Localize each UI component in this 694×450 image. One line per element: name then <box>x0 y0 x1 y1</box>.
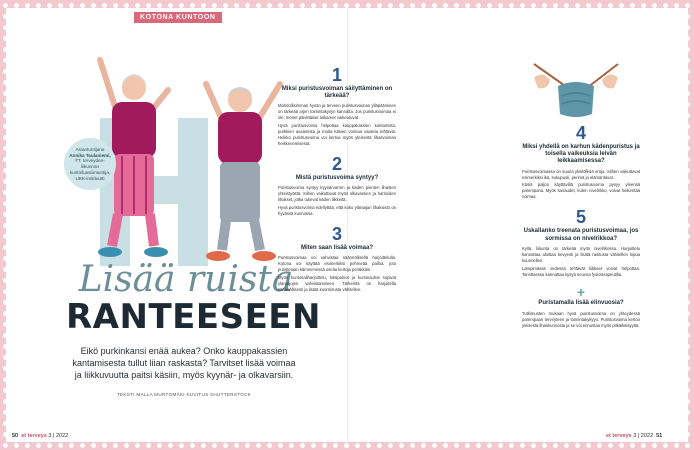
question-number: 1 <box>331 65 342 85</box>
question-2: 2 Mistä puristusvoima syntyy? Puristusvoima syntyy kyynärvarren ja käden pienten lihasten yhteistyöstä. Siihen vaikuttavat myös olkavarsien ja hartioiden lihakset, jotka tukevat käden liikkeitä. Hyvä puristusvoima edellyttää, että koko yläraajan lihaksisto on hyvässä kunnossa. <box>278 154 396 217</box>
question-title: Miksi yhdellä on karhun kädenpuristus ja toisella vaikeuksia leivän leikkaamisessa? <box>522 144 640 165</box>
question-number: 2 <box>331 154 342 175</box>
question-title: Mistä puristusvoima syntyy? <box>295 175 379 182</box>
credits: TEKSTI MALLA MURTOMÄKI KUVITUS SHUTTERSTOCK <box>116 392 252 397</box>
folio-right: et terveys 3 | 2022 51 <box>606 433 663 439</box>
question-title: Miten saan lisää voimaa? <box>300 245 374 251</box>
senior-man-illustration <box>192 64 288 264</box>
question-number: 4 <box>575 123 586 143</box>
question-4: 4 Miksi yhdellä on karhun kädenpuristus ja toisella vaikeuksia leivän leikkaamisessa? Puristusvoimassa on suuria yksilöllisiä eroja. Siihen vaikuttavat esimerkiksi ikä, sukupuoli, perimä ja elämäntavat. Käsiä paljon käyttävillä puristusvoima pysyy yleensä parempana. Myös sairaudet, kuten nivelrikko, voivat heikentää voimaa. <box>522 123 640 200</box>
section-tab: KOTONA KUNTOON <box>134 12 222 23</box>
question-title: Puristamalla lisää elinvuosia? <box>538 300 624 307</box>
question-title: Uskallanko treenata puristusvoimaa, jos sormissa on nivelrikkoa? <box>523 228 639 242</box>
title-script: Lisää ruista <box>78 259 294 300</box>
question-1: 1 Miksi puristusvoiman säilyttäminen on tärkeää? Mahdollisimman hyvän ja terveen puristusvoiman ylläpitäminen on tärkeää arjen toimintakyvyn kannalta. Jos puristusvoimaa ei ole, monet päivittäiset askareet vaikeutuvat. Hyvä puristusvoima helpottaa kauppakassien kantamista, purkkien avaamista ja muita käsien voimaa vaativia tehtäviä. Heikko puristusvoima voi kertoa myös yleisestä lihasvoiman heikkenemisestä. <box>278 65 396 147</box>
question-number: 3 <box>331 224 342 244</box>
plus-icon: + <box>576 284 586 301</box>
column-2 <box>522 124 640 337</box>
question-number: 5 <box>575 207 586 228</box>
extra-fact: + Puristamalla lisää elinvuosia? Tutkimusten mukaan hyvä puristusvoima on yhteydessä parempaan terveyteen ja toimintakykyyn. Puristusvoima kertoo yleisestä lihaskunnosta ja se voi ennustaa myös pitkäikäisyyttä. <box>522 284 640 328</box>
title-bold: RANTEESEEN <box>66 296 321 337</box>
expert-info-badge: Asiantuntijana Annika Taulaniemi, FT, terveyden- liikunnan kuntoiluasiantuntija, UKK-instituutti <box>64 138 116 190</box>
main-title <box>66 259 321 337</box>
folio-left: 50 et terveys 3 | 2022 <box>12 433 69 439</box>
lead-paragraph: Eikö purkinkansi enää aukea? Onko kauppakassien kantamisesta tullut liian raskasta? Tarvitset lisää voimaa ja liikkuvuutta paitsi käsiin, myös kyynär- ja olkavarsiin. <box>72 346 296 380</box>
question-5: 5 Uskallanko treenata puristusvoimaa, jos sormissa on nivelrikkoa? Kyllä, liikunta on tärkeää myös nivelrikossa. Harjoittelu kannattaa aloittaa kevyesti ja lisätä rasitusta vähitellen kipua kuunnellen. Lämpimässä vedessä tehtävät liikkeet voivat helpottaa. Tarvittaessa kannattaa kysyä neuvoa fysioterapeutilta. <box>522 207 640 277</box>
question-3: 3 Miten saan lisää voimaa? Puristusvoimaa voi vahvistaa säännöllisellä harjoittelulla. Kotona voi käyttää esimerkiksi pehmeää palloa, jota puristetaan kämmenessä useita kertoja peräkkäin. Myös kuntosaliharjoittelu, käsipainot ja kuminauhat sopivat yläraajojen vahvistamiseen. Tärkeintä on harjoitella säännöllisesti ja lisätä kuormitusta vähitellen. <box>278 224 396 292</box>
knitting-hands-illustration <box>528 56 624 126</box>
column-1 <box>278 66 396 301</box>
question-title: Miksi puristusvoiman säilyttäminen on tärkeää? <box>281 86 393 100</box>
